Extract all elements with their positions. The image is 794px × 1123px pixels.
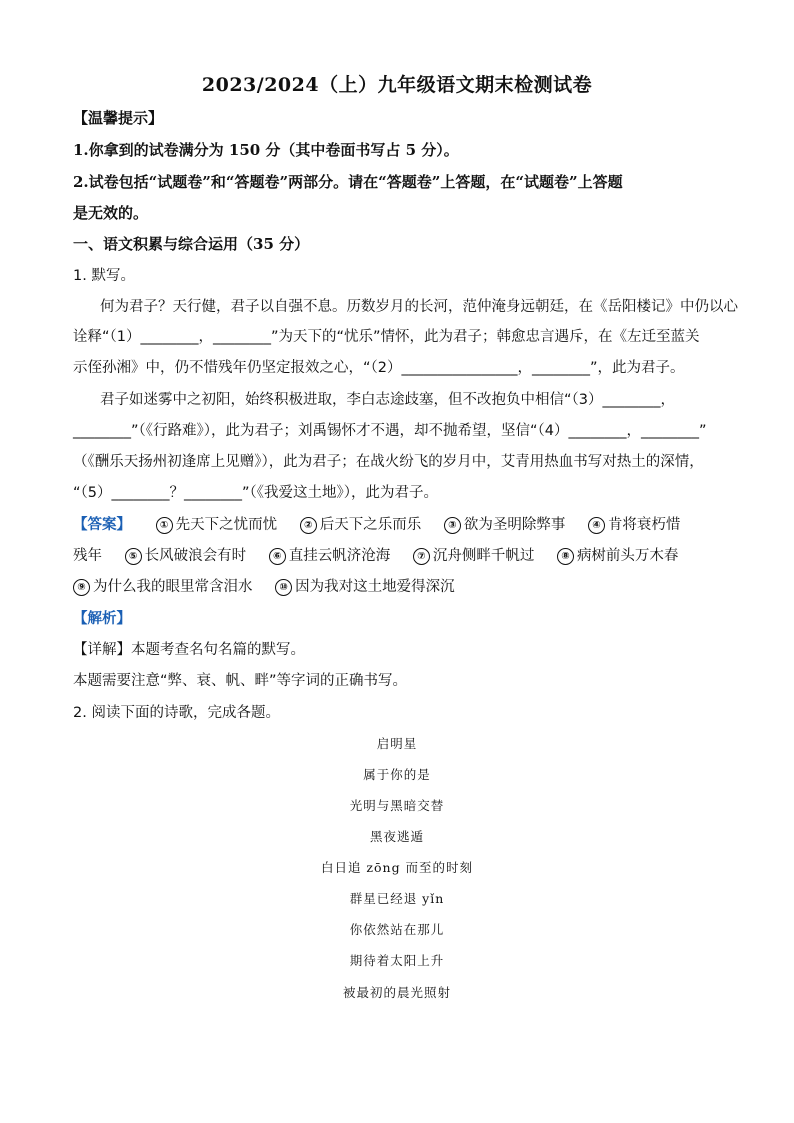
- answer-item: 为什么我的眼里常含泪水: [93, 579, 253, 595]
- q1-paragraph2-line1: 君子如迷雾中之初阳，始终积极进取，李白志途歧塞，但不改抱负中相信“（3）________，: [100, 392, 675, 408]
- answer-item: 先天下之忧而忧: [175, 517, 278, 533]
- q1-paragraph1-line2: 诠释“（1）________，________”为天下的“忧乐”情怀，此为君子；韩愈忠言遇斥，在《左迁至蓝关: [73, 329, 700, 345]
- tips-heading: 【温馨提示】: [73, 109, 164, 127]
- answer-item: 长风破浪会有时: [144, 548, 247, 564]
- question-1-stem: 1. 默写。: [73, 268, 135, 284]
- section-heading: 一、语文积累与综合运用（35 分）: [73, 235, 310, 253]
- answer-row-1: [73, 515, 721, 535]
- q1-paragraph2-line3: （《酬乐天扬州初逢席上见赠》），此为君子；在战火纷飞的岁月中，艾青用热血书写对热土的深情，: [73, 454, 704, 470]
- poem-line: 属于你的是: [363, 767, 431, 782]
- answer-number: ⑤: [125, 548, 142, 565]
- q1-paragraph1-line1: 何为君子？天行健，君子以自强不息。历数岁月的长河，范仲淹身远朝廷，在《岳阳楼记》中仍以心: [100, 299, 738, 315]
- answer-row-2: [73, 546, 721, 566]
- tip-2-line-2: 是无效的。: [73, 204, 149, 222]
- answer-item: 肯将衰朽惜: [607, 517, 681, 533]
- answer-row-3: [73, 577, 721, 597]
- analysis-note: 本题需要注意“弊、衰、帆、畔”等字词的正确书写。: [73, 673, 408, 689]
- question-2-stem: 2. 阅读下面的诗歌，完成各题。: [73, 705, 280, 721]
- poem-line: 被最初的晨光照射: [342, 985, 451, 1000]
- answer-number: ⑩: [275, 579, 292, 596]
- analysis-label: 【解析】: [73, 611, 131, 627]
- answer-item: 沉舟侧畔千帆过: [432, 548, 535, 564]
- poem-line: 黑夜逃遁: [369, 829, 424, 844]
- tip-1: 1.你拿到的试卷满分为 150 分（其中卷面书写占 5 分）。: [73, 141, 459, 159]
- poem-line: 群星已经退 yǐn: [349, 891, 445, 906]
- q1-paragraph1-line3: 示侄孙湘》中，仍不惜残年仍坚定报效之心，“（2）________________，________”，此为君子。: [73, 360, 685, 376]
- answer-item: 因为我对这土地爱得深沉: [295, 579, 455, 595]
- poem-line: 光明与黑暗交替: [349, 798, 445, 813]
- page-title: 2023/2024（上）九年级语文期末检测试卷: [201, 74, 593, 96]
- answer-item: 后天下之乐而乐: [319, 517, 422, 533]
- poem-line: 你依然站在那儿: [349, 922, 445, 937]
- q1-paragraph2-line4: “（5）________？________”（《我爱这土地》），此为君子。: [73, 485, 438, 501]
- q1-paragraph2-line2: ________”（《行路难》），此为君子；刘禹锡怀才不遇，却不抛希望，坚信“（4）________，________”: [73, 423, 707, 439]
- poem-line: 期待着太阳上升: [349, 953, 445, 968]
- answer-item: 残年: [73, 548, 102, 564]
- analysis-detail: 【详解】本题考查名句名篇的默写。: [73, 642, 305, 658]
- answer-number: ⑧: [557, 548, 574, 565]
- answer-number: ⑥: [269, 548, 286, 565]
- answer-number: ⑨: [73, 579, 90, 596]
- answer-number: ②: [300, 517, 317, 534]
- poem-line: 白日追 zōng 而至的时刻: [320, 860, 474, 875]
- answer-number: ④: [588, 517, 605, 534]
- answer-item: 直挂云帆济沧海: [288, 548, 391, 564]
- poem-title: 启明星: [376, 736, 418, 751]
- answer-item: 欲为圣明除弊事: [463, 517, 566, 533]
- answer-number: ①: [156, 517, 173, 534]
- tip-2-line-1: 2.试卷包括“试题卷”和“答题卷”两部分。请在“答题卷”上答题，在“试题卷”上答题: [73, 173, 623, 191]
- answer-number: ⑦: [413, 548, 430, 565]
- answer-label: 【答案】: [73, 517, 131, 533]
- answer-item: 病树前头万木春: [576, 548, 679, 564]
- answer-number: ③: [444, 517, 461, 534]
